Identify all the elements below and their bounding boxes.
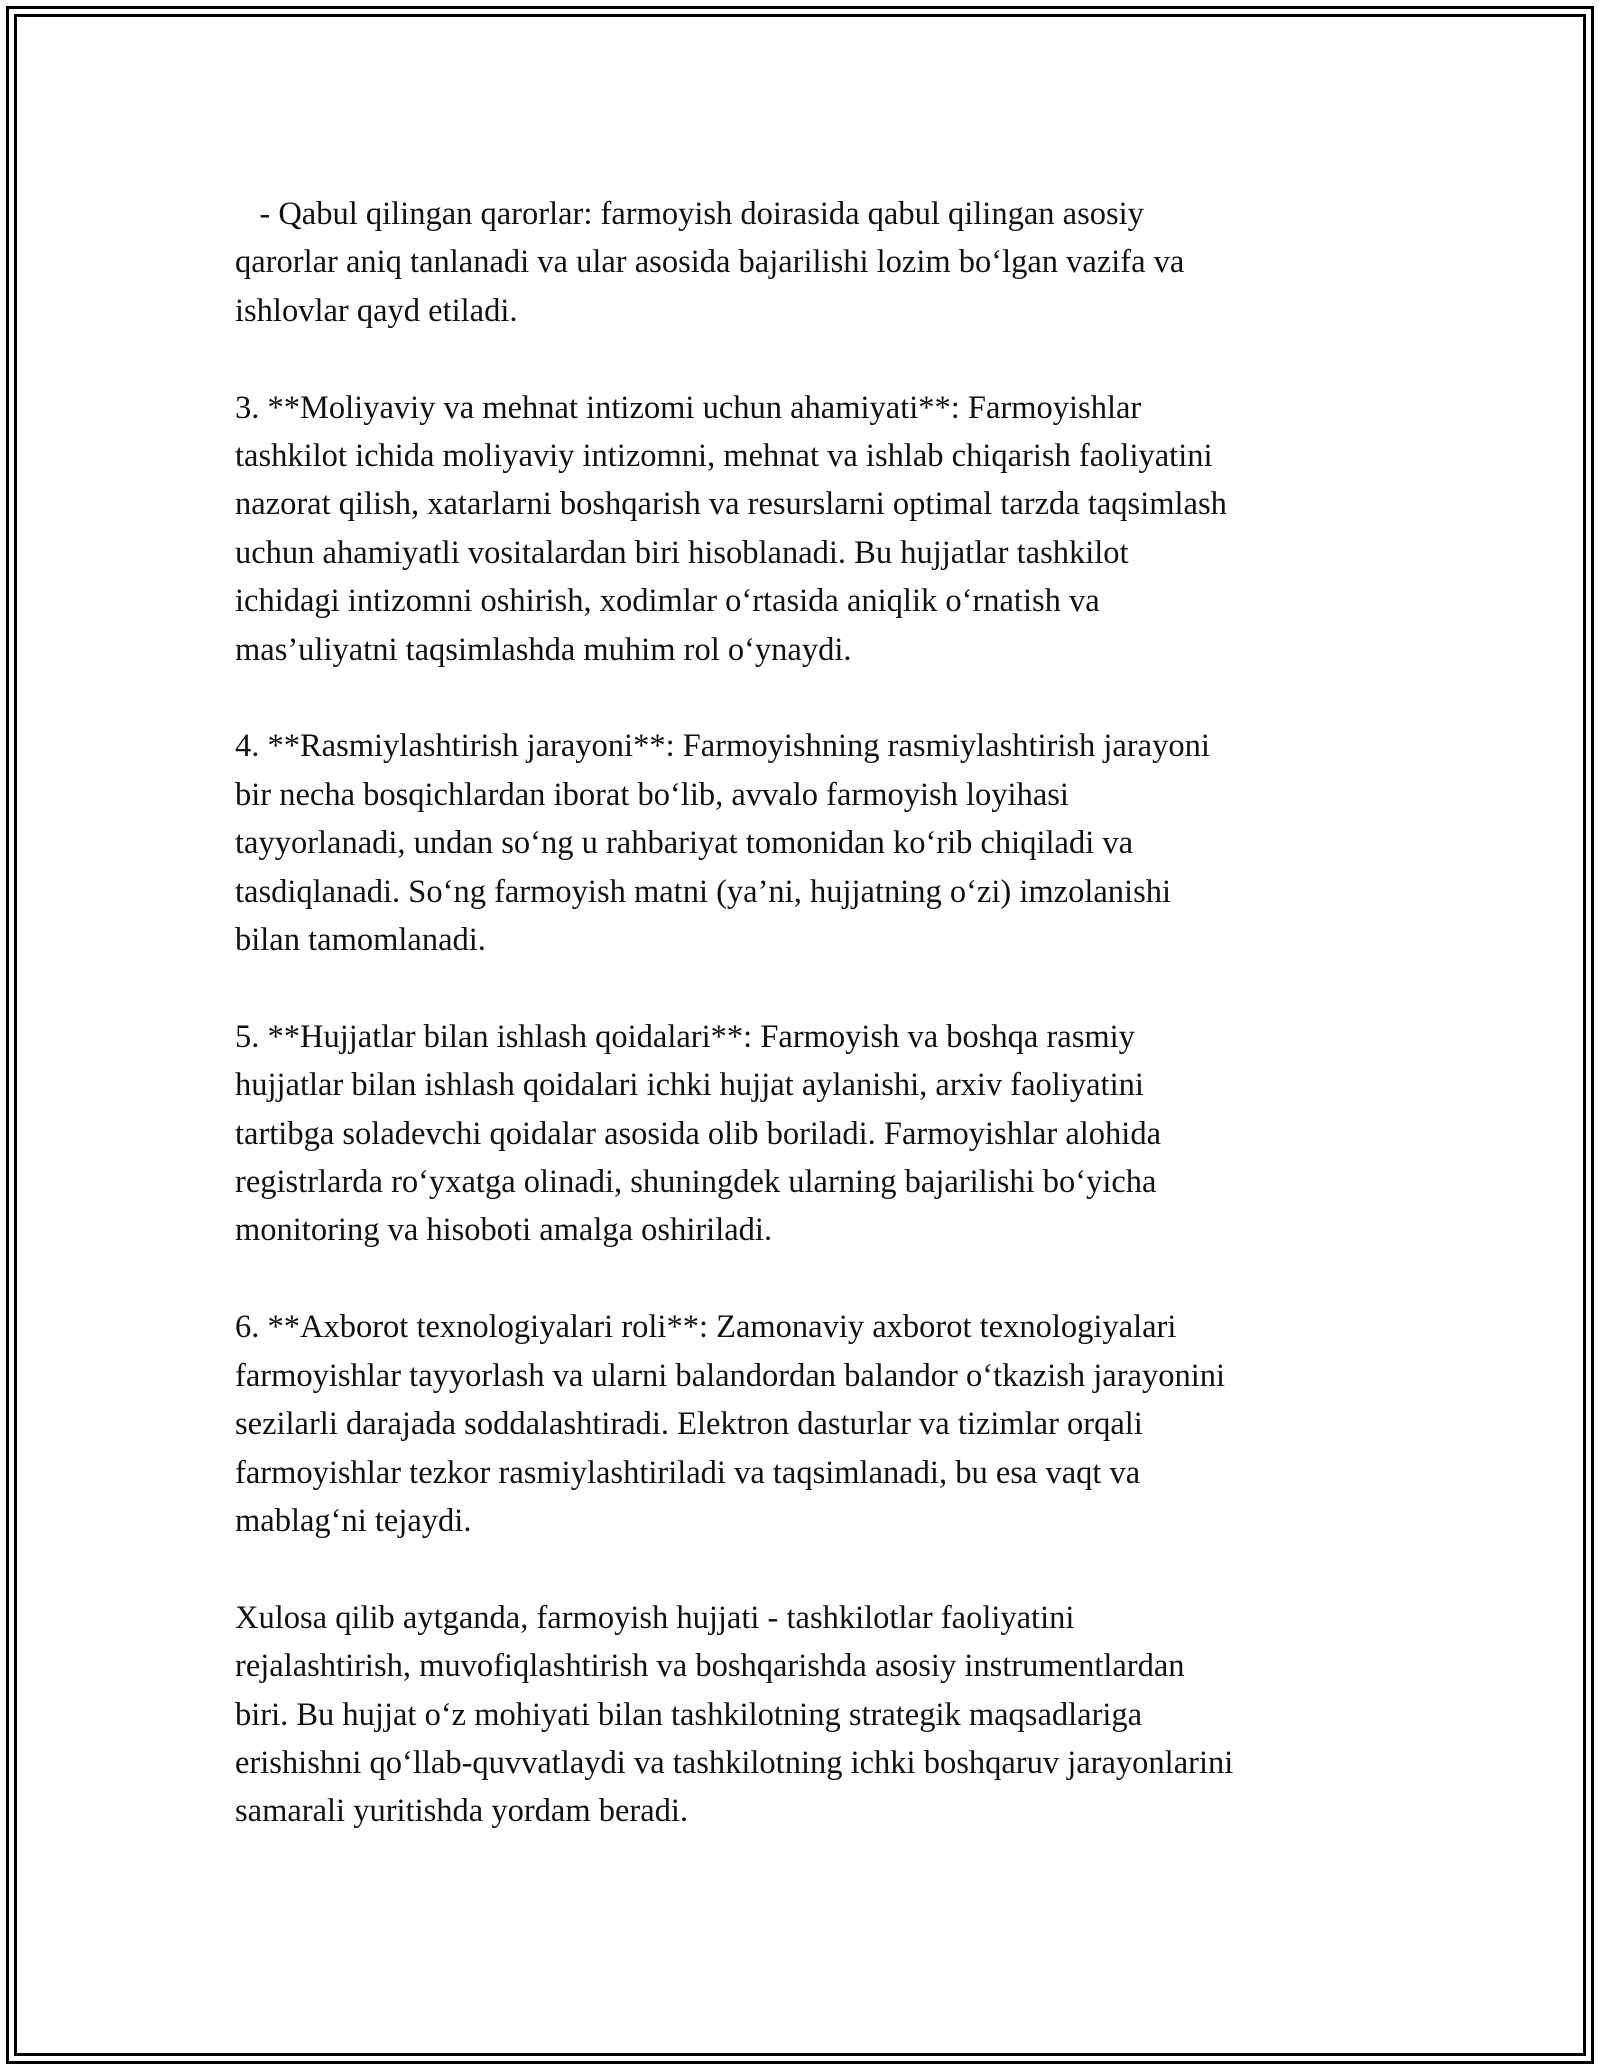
text-line: mas’uliyatni taqsimlashda muhim rol o‘ynaydi.	[235, 631, 852, 668]
text-line: biri. Bu hujjat o‘z mohiyati bilan tashkilotning strategik maqsadlariga	[235, 1696, 1143, 1733]
text-line: registrlarda ro‘yxatga olinadi, shuningdek ularning bajarilishi bo‘yicha	[235, 1164, 1157, 1201]
text-line: uchun ahamiyatli vositalardan biri hisoblanadi. Bu hujjatlar tashkilot	[235, 534, 1129, 571]
paragraph-gap	[235, 335, 1370, 383]
text-line: qarorlar aniq tanlanadi va ular asosida bajarilishi lozim bo‘lgan vazifa va	[235, 244, 1185, 281]
text-line: ishlovlar qayd etiladi.	[235, 292, 518, 329]
text-line: farmoyishlar tayyorlash va ularni balandordan balandor o‘tkazish jarayonini	[235, 1357, 1226, 1394]
text-line: 4. **Rasmiylashtirish jarayoni**: Farmoyishning rasmiylashtirish jarayoni	[235, 728, 1210, 765]
text-line: farmoyishlar tezkor rasmiylashtiriladi va taqsimlanadi, bu esa vaqt va	[235, 1454, 1141, 1491]
text-line: bir necha bosqichlardan iborat bo‘lib, avvalo farmoyish loyihasi	[235, 776, 1069, 813]
paragraph-item-3	[235, 384, 1370, 674]
text-line: nazorat qilish, xatarlarni boshqarish va resurslarni optimal tarzda taqsimlash	[235, 486, 1227, 523]
paragraph-gap	[235, 964, 1370, 1012]
paragraph-item-6	[235, 1303, 1370, 1545]
text-line: tayyorlanadi, undan so‘ng u rahbariyat tomonidan ko‘rib chiqiladi va	[235, 825, 1134, 862]
paragraph-item-5	[235, 1013, 1370, 1255]
text-line: tashkilot ichida moliyaviy intizomni, mehnat va ishlab chiqarish faoliyatini	[235, 438, 1213, 475]
text-line: monitoring va hisoboti amalga oshiriladi.	[235, 1212, 773, 1249]
text-line: mablag‘ni tejaydi.	[235, 1502, 472, 1539]
paragraph-gap	[235, 674, 1370, 722]
text-line: rejalashtirish, muvofiqlashtirish va boshqarishda asosiy instrumentlardan	[235, 1648, 1185, 1685]
text-line: hujjatlar bilan ishlash qoidalari ichki hujjat aylanishi, arxiv faoliyatini	[235, 1067, 1144, 1104]
text-line: 5. **Hujjatlar bilan ishlash qoidalari**: Farmoyish va boshqa rasmiy	[235, 1018, 1135, 1055]
text-line: sezilarli darajada soddalashtiradi. Elektron dasturlar va tizimlar orqali	[235, 1406, 1143, 1443]
text-line: samarali yuritishda yordam beradi.	[235, 1793, 689, 1830]
document-body	[235, 190, 1370, 1836]
text-line: tartibga soladevchi qoidalar asosida olib boriladi. Farmoyishlar alohida	[235, 1115, 1162, 1152]
text-line: Xulosa qilib aytganda, farmoyish hujjati - tashkilotlar faoliyatini	[235, 1599, 1075, 1636]
text-line: 6. **Axborot texnologiyalari roli**: Zamonaviy axborot texnologiyalari	[235, 1309, 1177, 1346]
text-line: bilan tamomlanadi.	[235, 922, 486, 959]
text-line: erishishni qo‘llab-quvvatlaydi va tashkilotning ichki boshqaruv jarayonlarini	[235, 1744, 1234, 1781]
paragraph-conclusion	[235, 1594, 1370, 1836]
text-line: 3. **Moliyaviy va mehnat intizomi uchun ahamiyati**: Farmoyishlar	[235, 389, 1142, 426]
paragraph-item-4	[235, 722, 1370, 964]
paragraph-decisions	[235, 190, 1370, 335]
text-line: ichidagi intizomni oshirish, xodimlar o‘rtasida aniqlik o‘rnatish va	[235, 583, 1100, 620]
text-line: - Qabul qilingan qarorlar: farmoyish doirasida qabul qilingan asosiy	[235, 196, 1144, 232]
paragraph-gap	[235, 1255, 1370, 1303]
text-line: tasdiqlanadi. So‘ng farmoyish matni (ya’ni, hujjatning o‘zi) imzolanishi	[235, 873, 1171, 910]
paragraph-gap	[235, 1545, 1370, 1593]
